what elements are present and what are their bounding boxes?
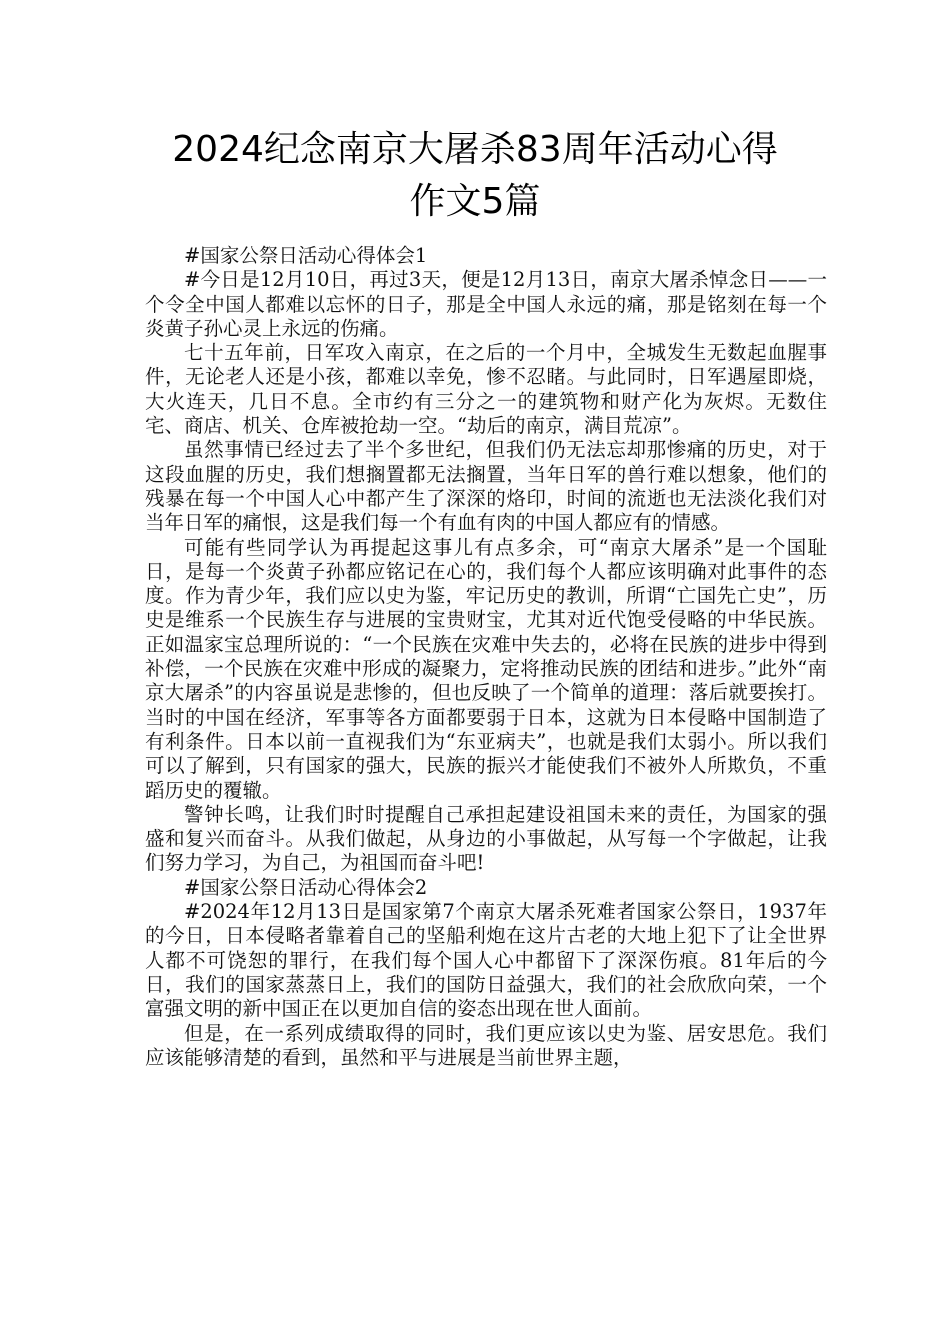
title-line-1: 2024纪念南京大屠杀83周年活动心得 <box>172 129 778 170</box>
document-title <box>120 124 830 228</box>
section-heading-1: #国家公祭日活动心得体会1 <box>184 244 428 267</box>
paragraph: #今日是12月10日，再过3天，便是12月13日，南京大屠杀悼念日——一个令全中国人都难以忘怀的日子，那是全中国人永远的痛，那是铭刻在每一个炎黄子孙心灵上永远的伤痛。 <box>145 268 827 340</box>
paragraph: 虽然事情已经过去了半个多世纪，但我们仍无法忘却那惨痛的历史，对于这段血腥的历史，我们想搁置都无法搁置，当年日军的兽行难以想象，他们的残暴在每一个中国人心中都产生了深深的烙印，时间的流逝也无法淡化我们对当年日军的痛恨，这是我们每一个有血有肉的中国人都应有的情感。 <box>145 438 827 535</box>
document-body <box>145 244 827 1070</box>
paragraph: 但是，在一系列成绩取得的同时，我们更应该以史为鉴、居安思危。我们应该能够清楚的看到，虽然和平与进展是当前世界主题， <box>145 1021 827 1069</box>
paragraph: 警钟长鸣，让我们时时提醒自己承担起建设祖国未来的责任，为国家的强盛和复兴而奋斗。从我们做起，从身边的小事做起，从写每一个字做起，让我们努力学习，为自己，为祖国而奋斗吧! <box>145 802 827 875</box>
paragraph: 七十五年前，日军攻入南京，在之后的一个月中，全城发生无数起血腥事件，无论老人还是小孩，都难以幸免，惨不忍睹。与此同时，日军遇屋即烧，大火连天，几日不息。全市约有三分之一的建筑物和财产化为灰烬。无数住宅、商店、机关、仓库被抢劫一空。“劫后的南京，满目荒凉”。 <box>145 341 827 438</box>
paragraph: 可能有些同学认为再提起这事儿有点多余，可“南京大屠杀”是一个国耻日，是每一个炎黄子孙都应铭记在心的，我们每个人都应该明确对此事件的态度。作为青少年，我们应以史为鉴，牢记历史的教训，所谓“亡国先亡史”，历史是维系一个民族生存与进展的宝贵财宝，尤其对近代饱受侵略的中华民族。正如温家宝总理所说的：“一个民族在灾难中失去的，必将在民族的进步中得到补偿，一个民族在灾难中形成的凝聚力，定将推动民族的团结和进步。”此外“南京大屠杀”的内容虽说是悲惨的，但也反映了一个简单的道理：落后就要挨打。当时的中国在经济，军事等各方面都要弱于日本，这就为日本侵略中国制造了有利条件。日本以前一直视我们为“东亚病夫”，也就是我们太弱小。所以我们可以了解到，只有国家的强大，民族的振兴才能使我们不被外人所欺负，不重蹈历史的覆辙。 <box>145 535 827 802</box>
paragraph: #2024年12月13日是国家第7个南京大屠杀死难者国家公祭日，1937年的今日，日本侵略者靠着自己的坚船利炮在这片古老的大地上犯下了让全世界人都不可饶恕的罪行，在我们每个国人心中都留下了深深伤痕。81年后的今日，我们的国家蒸蒸日上，我们的国防日益强大，我们的社会欣欣向荣，一个富强文明的新中国正在以更加自信的姿态出现在世人面前。 <box>145 900 827 1021</box>
section-heading-2: #国家公祭日活动心得体会2 <box>184 875 428 899</box>
title-line-2: 作文5篇 <box>409 181 541 222</box>
